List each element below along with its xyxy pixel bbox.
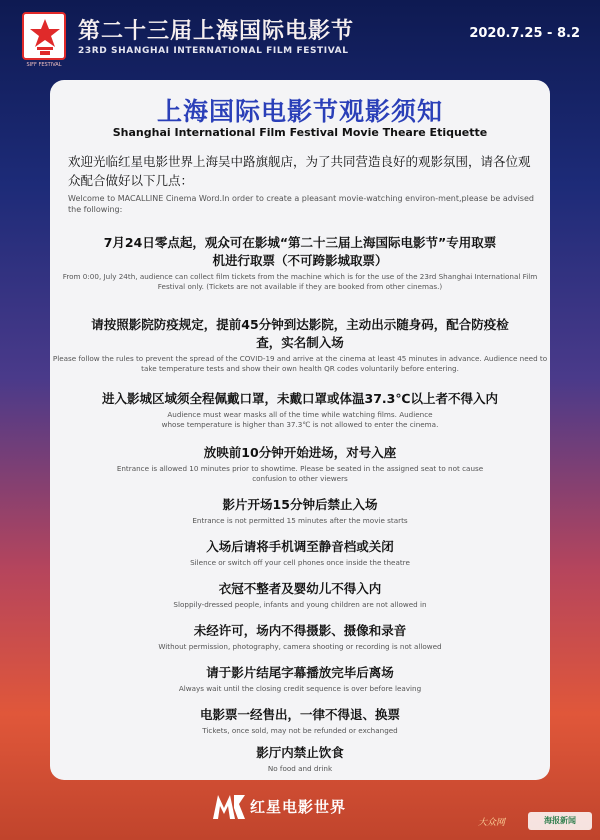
etiquette-card — [50, 80, 550, 780]
rule-text-cn: 衣冠不整者及婴幼儿不得入内 — [218, 581, 382, 596]
rule-text-cn: 未经许可，场内不得摄影、摄像和录音 — [193, 623, 407, 638]
rule-text-cn: 放映前10分钟开始进场，对号入座 — [203, 445, 397, 460]
notice-intro — [68, 152, 536, 215]
rule-text-cn: 影厅内禁止饮食 — [256, 745, 344, 760]
rule-item-dress-code — [50, 580, 550, 610]
watermark-news: 海报新闻 — [528, 812, 592, 830]
rule-text-en: Tickets, once sold, may not be refunded or exchanged — [202, 726, 398, 735]
rule-item-no-food — [50, 744, 550, 774]
rule-item-covid-arrival — [50, 316, 550, 374]
festival-name-en: 23RD SHANGHAI INTERNATIONAL FILM FESTIVAL — [78, 46, 349, 56]
cinema-footer — [0, 788, 600, 828]
rule-text-en: Without permission, photography, camera shooting or recording is not allowed — [158, 642, 442, 651]
macalline-logo-icon — [212, 794, 246, 820]
rule-item-ticket-collection — [50, 234, 550, 292]
intro-text-en: Welcome to MACALLINE Cinema Word.In order to create a pleasant movie-watching environ-ment,please be advised the following: — [68, 194, 534, 214]
rule-text-cn: 入场后请将手机调至静音档或关闭 — [206, 539, 394, 554]
rule-text-en: Audience must wear masks all of the time while watching films. Audience whose temperature is higher than 37.3℃ is not allowed to enter the cinema. — [161, 410, 439, 429]
rule-text-en: No food and drink — [267, 764, 333, 773]
notice-title-cn: 上海国际电影节观影须知 — [156, 97, 443, 126]
rule-item-no-refund — [50, 706, 550, 736]
rule-text-en: Sloppily-dressed people, infants and young children are not allowed in — [173, 600, 427, 609]
rule-item-seating — [50, 444, 550, 484]
rule-text-en: Always wait until the closing credit sequence is over before leaving — [178, 684, 422, 693]
rule-text-en: Entrance is not permitted 15 minutes after the movie starts — [192, 516, 408, 525]
rule-text-en: From 0:00, July 24th, audience can collect film tickets from the machine which is for the use of the 23rd Shanghai International Film Festival only. (Tickets are not available if they are booked from other cinemas.) — [62, 272, 538, 291]
rule-item-late-entry — [50, 496, 550, 526]
rule-text-cn: 请按照影院防疫规定，提前45分钟到达影院，主动出示随身码，配合防疫检查，实名制入场 — [91, 317, 509, 350]
rule-text-en: Please follow the rules to prevent the spread of the COVID-19 and arrive at the cinema at least 45 minutes in advance. Audience need to take temperature tests and show their own health QR codes voluntarily before entering. — [52, 354, 548, 373]
rule-text-cn: 进入影城区域须全程佩戴口罩，未戴口罩或体温37.3℃以上者不得入内 — [102, 391, 498, 406]
rule-text-cn: 请于影片结尾字幕播放完毕后离场 — [206, 665, 394, 680]
rule-text-cn: 7月24日零点起，观众可在影城“第二十三届上海国际电影节”专用取票机进行取票（不可跨影城取票） — [103, 235, 497, 268]
rule-item-no-recording — [50, 622, 550, 652]
festival-name-cn: 第二十三届上海国际电影节 — [78, 18, 355, 44]
festival-logo — [22, 12, 66, 60]
rule-item-phones — [50, 538, 550, 568]
notice-title-en: Shanghai International Film Festival Movie Theare Etiquette — [112, 126, 488, 139]
siff-logo-icon — [28, 17, 62, 57]
rule-text-en: Entrance is allowed 10 minutes prior to showtime. Please be seated in the assigned seat to not cause confusion to other viewers — [116, 464, 484, 483]
rule-text-cn: 电影票一经售出，一律不得退、换票 — [199, 707, 400, 722]
festival-dates: 2020.7.25 - 8.2 — [469, 26, 580, 41]
festival-header — [0, 0, 600, 78]
rule-text-cn: 影片开场15分钟后禁止入场 — [222, 497, 378, 512]
intro-text-cn: 欢迎光临红星电影世界上海吴中路旗舰店，为了共同营造良好的观影氛围，请各位观众配合做好以下几点： — [68, 154, 531, 188]
rule-text-en: Silence or switch off your cell phones once inside the theatre — [190, 558, 410, 567]
cinema-brand-name: 红星电影世界 — [250, 798, 347, 816]
watermark-dazhong: 大众网 — [478, 818, 506, 828]
rule-item-masks — [50, 390, 550, 430]
rule-item-credits — [50, 664, 550, 694]
logo-caption: SIFF FESTIVAL — [26, 62, 62, 68]
